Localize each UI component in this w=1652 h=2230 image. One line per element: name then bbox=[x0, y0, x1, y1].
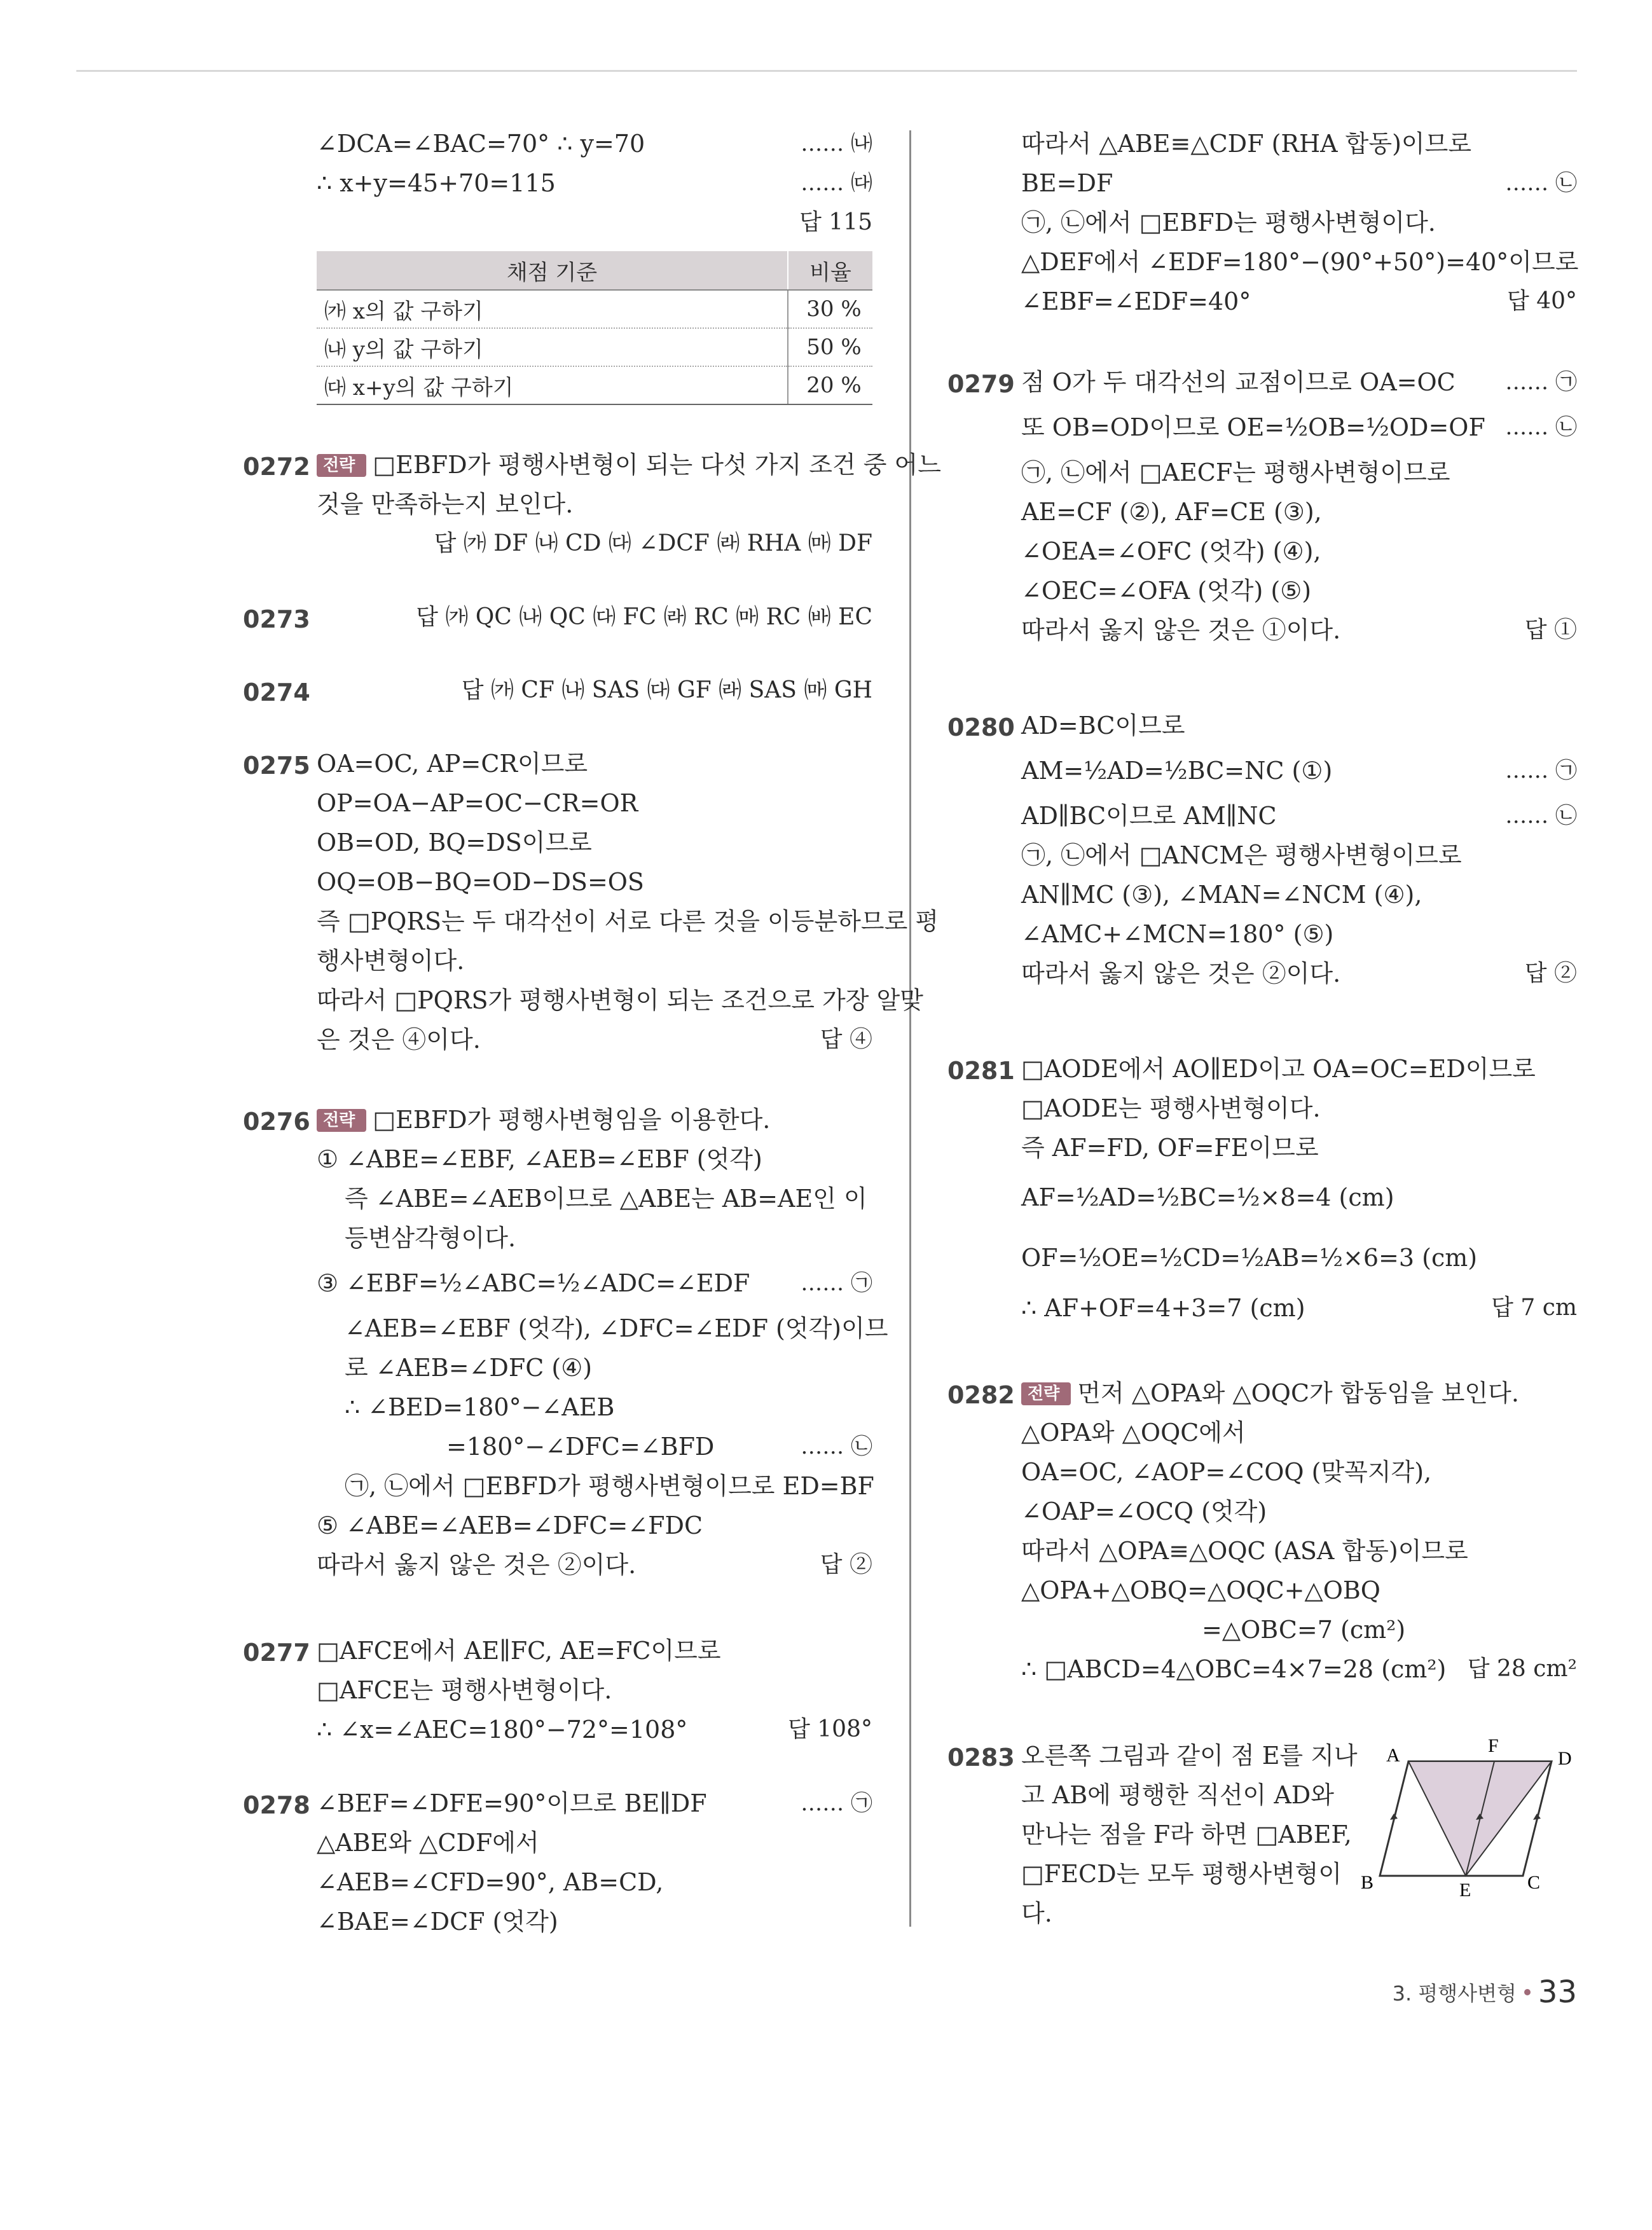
text-line: ∠DCA=∠BAC=70° ∴ y=70 bbox=[317, 130, 645, 158]
label-b: B bbox=[1361, 1872, 1374, 1893]
intro-block bbox=[243, 124, 872, 242]
text-line: 따라서 옳지 않은 것은 ②이다. bbox=[1021, 960, 1341, 988]
text-line: AD∥BC이므로 AM∥NC bbox=[1021, 802, 1277, 830]
table-cell: 50 % bbox=[788, 328, 872, 366]
page-footer bbox=[1393, 1974, 1577, 2010]
scoring-table bbox=[317, 251, 872, 405]
text-line: ∠AEB=∠CFD=90°, AB=CD, bbox=[317, 1868, 664, 1896]
problem-0280 bbox=[947, 706, 1577, 993]
problem-0282 bbox=[947, 1373, 1577, 1689]
answer: 답 ㈎ QC ㈏ QC ㈐ FC ㈑ RC ㈒ RC ㈓ EC bbox=[416, 604, 872, 630]
text-line: ∠EBF=∠EDF=40° bbox=[1021, 287, 1251, 315]
tag-label: …… ㉠ bbox=[1505, 758, 1577, 783]
strategy-badge: 전략 bbox=[317, 454, 366, 477]
text-line: OA=OC, ∠AOP=∠COQ (맞꼭지각), bbox=[1021, 1458, 1432, 1486]
text-line: ∠AMC+∠MCN=180° (⑤) bbox=[1021, 920, 1334, 948]
problem-number: 0275 bbox=[243, 752, 310, 780]
text-line: △ABE와 △CDF에서 bbox=[317, 1829, 539, 1857]
answer: 답 108° bbox=[788, 1716, 872, 1742]
text-line: △OPA와 △OQC에서 bbox=[1021, 1419, 1246, 1447]
text-line: ⑤ ∠ABE=∠AEB=∠DFC=∠FDC bbox=[317, 1511, 703, 1539]
text-line: OQ=OB−BQ=OD−DS=OS bbox=[317, 868, 644, 896]
text-line: 따라서 △OPA≡△OQC (ASA 합동)이므로 bbox=[1021, 1537, 1468, 1565]
text-line: ∠BAE=∠DCF (엇각) bbox=[317, 1908, 558, 1936]
problem-0279 bbox=[947, 362, 1577, 650]
text-line: △OPA+△OBQ=△OQC+△OBQ bbox=[1021, 1576, 1380, 1604]
text-line: ③ ∠EBF=½∠ABC=½∠ADC=∠EDF bbox=[317, 1269, 750, 1297]
problem-number: 0272 bbox=[243, 453, 310, 481]
problem-number: 0273 bbox=[243, 605, 310, 633]
problem-number: 0277 bbox=[243, 1639, 310, 1667]
tag-label: …… ㉠ bbox=[801, 1270, 872, 1296]
problem-0281 bbox=[947, 1049, 1577, 1328]
text-line: □AODE는 평행사변형이다. bbox=[1021, 1094, 1321, 1122]
answer: 답 115 bbox=[799, 209, 872, 235]
text-line: 즉 ∠ABE=∠AEB이므로 △ABE는 AB=AE인 이 bbox=[345, 1185, 867, 1213]
text-line: ∠OEA=∠OFC (엇각) (④), bbox=[1021, 537, 1321, 565]
text-line: 먼저 △OPA와 △OQC가 합동임을 보인다. bbox=[1077, 1379, 1519, 1407]
text-line: ∴ x+y=45+70=115 bbox=[317, 169, 556, 197]
strategy-badge: 전략 bbox=[1021, 1382, 1071, 1405]
text-line: 것을 만족하는지 보인다. bbox=[317, 490, 574, 518]
text-line: OF=½OE=½CD=½AB=½×6=3 (cm) bbox=[1021, 1244, 1478, 1272]
text-line: AN∥MC (③), ∠MAN=∠NCM (④), bbox=[1021, 881, 1422, 909]
problem-number: 0283 bbox=[947, 1744, 1015, 1772]
text-line: OB=OD, BQ=DS이므로 bbox=[317, 829, 592, 857]
text-line: AM=½AD=½BC=NC (①) bbox=[1021, 757, 1333, 785]
problem-0277 bbox=[243, 1631, 872, 1749]
answer: 답 28 cm² bbox=[1467, 1656, 1577, 1682]
text-line: 따라서 △ABE≡△CDF (RHA 합동)이므로 bbox=[1021, 130, 1472, 158]
tag-label: …… ㉡ bbox=[1505, 415, 1577, 440]
text-line: AD=BC이므로 bbox=[1021, 712, 1185, 740]
text-line: ∠OEC=∠OFA (엇각) (⑤) bbox=[1021, 577, 1312, 605]
header-rule bbox=[76, 70, 1577, 72]
tag-label: …… ㉠ bbox=[1505, 369, 1577, 395]
text-line: 또 OB=OD이므로 OE=½OB=½OD=OF bbox=[1021, 413, 1485, 441]
tag-label: …… ㉠ bbox=[801, 1791, 872, 1816]
text-line: ㉠, ㉡에서 □ANCM은 평행사변형이므로 bbox=[1021, 841, 1462, 869]
text-line: =△OBC=7 (cm²) bbox=[1202, 1616, 1406, 1644]
tag-label: …… ㉡ bbox=[1505, 170, 1577, 196]
problem-0276 bbox=[243, 1100, 888, 1585]
text-line: AF=½AD=½BC=½×8=4 (cm) bbox=[1021, 1183, 1394, 1211]
tag-label: …… ㈏ bbox=[801, 131, 872, 156]
answer: 답 ① bbox=[1524, 617, 1577, 643]
text-line: △DEF에서 ∠EDF=180°−(90°+50°)=40°이므로 bbox=[1021, 248, 1579, 276]
label-d: D bbox=[1558, 1748, 1572, 1769]
text-line: ∴ ∠x=∠AEC=180°−72°=108° bbox=[317, 1716, 688, 1744]
problem-number: 0279 bbox=[947, 370, 1015, 398]
strategy-badge: 전략 bbox=[317, 1109, 366, 1132]
arrow-ab bbox=[1390, 1814, 1398, 1820]
problem-number: 0282 bbox=[947, 1381, 1015, 1409]
text-line: □FECD는 모두 평행사변형이 bbox=[1021, 1860, 1342, 1888]
problem-0278 bbox=[243, 1784, 872, 1941]
table-cell: ㈏ y의 값 구하기 bbox=[317, 328, 788, 366]
text-line: 로 ∠AEB=∠DFC (④) bbox=[345, 1354, 593, 1382]
text-line: □AFCE에서 AE∥FC, AE=FC이므로 bbox=[317, 1637, 721, 1665]
text-line: □EBFD가 평행사변형이 되는 다섯 가지 조건 중 어느 bbox=[373, 451, 941, 479]
problem-0272 bbox=[243, 445, 941, 563]
text-line: 즉 □PQRS는 두 대각선이 서로 다른 것을 이등분하므로 평 bbox=[317, 907, 939, 935]
text-line: □AFCE는 평행사변형이다. bbox=[317, 1676, 612, 1704]
answer: 답 7 cm bbox=[1491, 1295, 1577, 1321]
text-line: OA=OC, AP=CR이므로 bbox=[317, 750, 588, 778]
table-cell: ㈎ x의 값 구하기 bbox=[317, 290, 788, 328]
answer: 답 ② bbox=[820, 1552, 872, 1578]
table-cell: 30 % bbox=[788, 290, 872, 328]
table-cell: ㈐ x+y의 값 구하기 bbox=[317, 366, 788, 404]
text-line: 고 AB에 평행한 직선이 AD와 bbox=[1021, 1781, 1334, 1809]
answer: 답 ② bbox=[1524, 960, 1577, 986]
text-line: 따라서 옳지 않은 것은 ②이다. bbox=[317, 1551, 637, 1579]
text-line: 은 것은 ④이다. bbox=[317, 1026, 481, 1054]
tag-label: …… ㉡ bbox=[801, 1434, 872, 1459]
text-line: 오른쪽 그림과 같이 점 E를 지나 bbox=[1021, 1742, 1358, 1770]
text-line: AE=CF (②), AF=CE (③), bbox=[1021, 498, 1322, 526]
text-line: 다. bbox=[1021, 1899, 1052, 1927]
problem-0275 bbox=[243, 744, 939, 1059]
text-line: 등변삼각형이다. bbox=[345, 1224, 516, 1252]
tag-label: …… ㉡ bbox=[1505, 803, 1577, 829]
arrow-dc bbox=[1533, 1814, 1541, 1820]
label-e: E bbox=[1459, 1880, 1471, 1901]
problem-number: 0274 bbox=[243, 678, 310, 706]
text-line: 따라서 옳지 않은 것은 ①이다. bbox=[1021, 616, 1341, 644]
text-line: ㉠, ㉡에서 □EBFD가 평행사변형이므로 ED=BF bbox=[345, 1472, 874, 1500]
label-f: F bbox=[1488, 1736, 1499, 1756]
problem-number: 0278 bbox=[243, 1791, 310, 1819]
text-line: 행사변형이다. bbox=[317, 947, 465, 975]
text-line: 만나는 점을 F라 하면 □ABEF, bbox=[1021, 1820, 1352, 1848]
text-line: ∴ □ABCD=4△OBC=4×7=28 (cm²) bbox=[1021, 1655, 1447, 1683]
text-line: ∠OAP=∠OCQ (엇각) bbox=[1021, 1497, 1267, 1525]
separator-dot bbox=[1524, 1989, 1531, 1995]
text-line: BE=DF bbox=[1021, 169, 1113, 197]
text-line: □EBFD가 평행사변형임을 이용한다. bbox=[373, 1106, 771, 1134]
text-line: OP=OA−AP=OC−CR=OR bbox=[317, 789, 638, 817]
table-header: 채점 기준 bbox=[317, 251, 788, 290]
text-line: 즉 AF=FD, OF=FE이므로 bbox=[1021, 1134, 1319, 1162]
text-line: ㉠, ㉡에서 □AECF는 평행사변형이므로 bbox=[1021, 458, 1450, 486]
answer: 답 ④ bbox=[820, 1026, 872, 1052]
text-line: □AODE에서 AO∥ED이고 OA=OC=ED이므로 bbox=[1021, 1055, 1536, 1083]
text-line: 따라서 □PQRS가 평행사변형이 되는 조건으로 가장 알맞 bbox=[317, 986, 923, 1014]
table-row bbox=[317, 366, 872, 404]
text-line: ∠AEB=∠EBF (엇각), ∠DFC=∠EDF (엇각)이므 bbox=[345, 1314, 888, 1342]
page-number: 33 bbox=[1538, 1974, 1577, 2010]
text-line: ∴ AF+OF=4+3=7 (cm) bbox=[1021, 1294, 1305, 1322]
problem-number: 0281 bbox=[947, 1057, 1015, 1085]
parallelogram-figure bbox=[1361, 1736, 1590, 1901]
answer: 답 40° bbox=[1506, 288, 1577, 314]
column-divider bbox=[909, 130, 911, 1927]
answer: 답 ㈎ DF ㈏ CD ㈐ ∠DCF ㈑ RHA ㈒ DF bbox=[434, 530, 872, 556]
table-cell: 20 % bbox=[788, 366, 872, 404]
problem-number: 0280 bbox=[947, 713, 1015, 741]
table-row bbox=[317, 328, 872, 366]
table-header: 비율 bbox=[788, 251, 872, 290]
problem-0273 bbox=[243, 598, 872, 637]
tag-label: …… ㈐ bbox=[801, 170, 872, 196]
text-line: ∠BEF=∠DFE=90°이므로 BE∥DF bbox=[317, 1789, 707, 1817]
text-line: 점 O가 두 대각선의 교점이므로 OA=OC bbox=[1021, 368, 1456, 396]
problem-number: 0276 bbox=[243, 1108, 310, 1136]
text-line: ∴ ∠BED=180°−∠AEB bbox=[345, 1393, 615, 1421]
table-row bbox=[317, 290, 872, 328]
label-a: A bbox=[1386, 1745, 1400, 1766]
text-line: =180°−∠DFC=∠BFD bbox=[446, 1433, 715, 1461]
answer: 답 ㈎ CF ㈏ SAS ㈐ GF ㈑ SAS ㈒ GH bbox=[461, 677, 872, 703]
chapter-title: 3. 평행사변형 bbox=[1392, 1981, 1517, 2006]
problem-0274 bbox=[243, 671, 872, 710]
problem-0278-continued bbox=[947, 124, 1577, 321]
text-line: ① ∠ABE=∠EBF, ∠AEB=∠EBF (엇각) bbox=[317, 1145, 762, 1173]
text-line: ㉠, ㉡에서 □EBFD는 평행사변형이다. bbox=[1021, 209, 1436, 237]
label-c: C bbox=[1527, 1872, 1541, 1893]
